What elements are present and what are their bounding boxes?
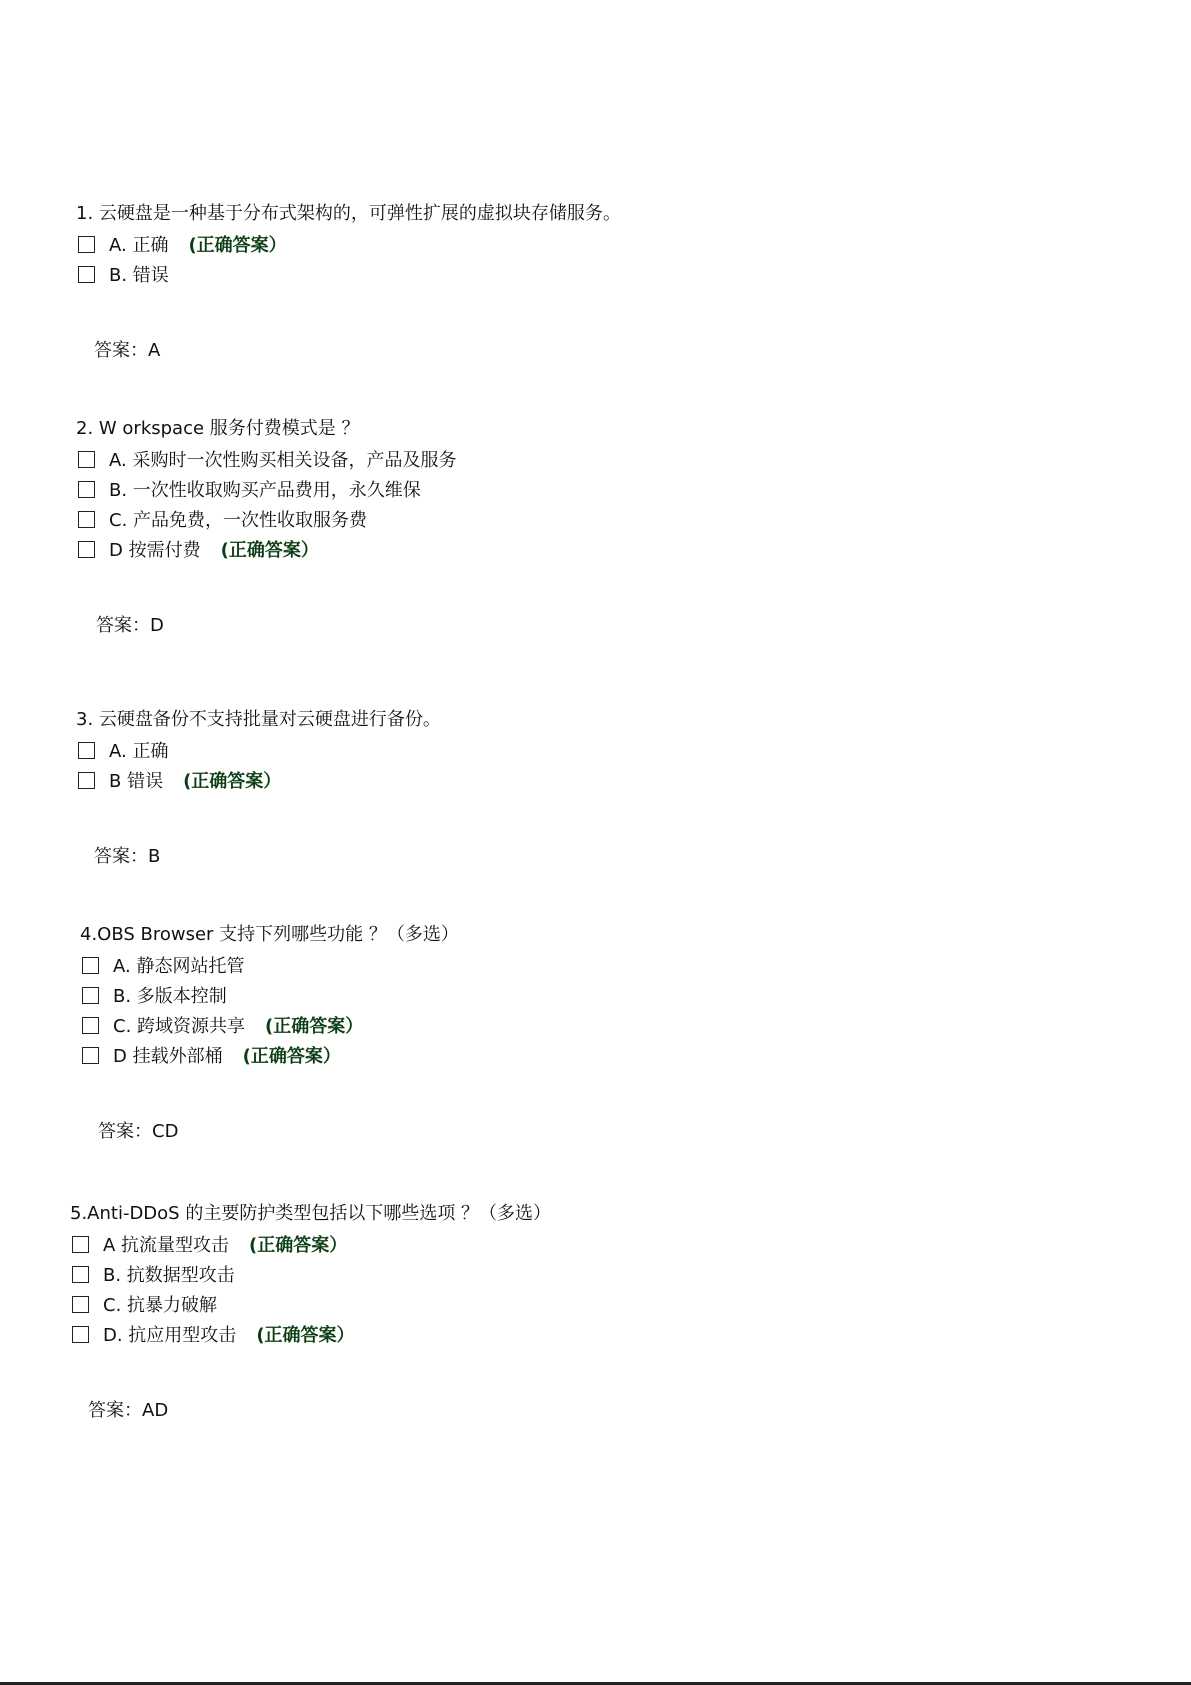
answer-prefix: 答案： (98, 1121, 152, 1142)
checkbox[interactable] (78, 541, 95, 558)
checkbox[interactable] (72, 1326, 89, 1343)
correct-answer-marker: (正确答案） (242, 1046, 341, 1067)
checkbox[interactable] (78, 511, 95, 528)
option-label: A. 采购时一次性购买相关设备，产品及服务 (109, 450, 457, 471)
option-a[interactable] (76, 735, 441, 765)
option-a[interactable] (70, 1229, 551, 1259)
option-label: B 错误 (109, 771, 164, 792)
option-b[interactable] (76, 474, 456, 504)
option-label: A. 正确 (109, 235, 169, 256)
checkbox[interactable] (78, 481, 95, 498)
answer-line (96, 612, 456, 640)
option-b[interactable] (76, 765, 441, 795)
option-d[interactable] (80, 1040, 459, 1070)
correct-answer-marker: (正确答案） (249, 1235, 348, 1256)
answer-line (98, 1118, 459, 1146)
question-title: 3. 云硬盘备份不支持批量对云硬盘进行备份。 (76, 709, 441, 730)
question-title: 1. 云硬盘是一种基于分布式架构的，可弹性扩展的虚拟块存储服务。 (76, 203, 621, 224)
answer-value: A (148, 340, 161, 361)
question-3 (76, 705, 441, 871)
checkbox[interactable] (82, 957, 99, 974)
correct-answer-marker: (正确答案） (256, 1325, 355, 1346)
option-c[interactable] (80, 1010, 459, 1040)
option-a[interactable] (80, 950, 459, 980)
checkbox[interactable] (78, 451, 95, 468)
checkbox[interactable] (78, 236, 95, 253)
option-a[interactable] (76, 444, 456, 474)
option-b[interactable] (76, 259, 621, 289)
checkbox[interactable] (82, 1017, 99, 1034)
question-2 (76, 414, 456, 640)
option-label: B. 多版本控制 (113, 986, 227, 1007)
correct-answer-marker: (正确答案） (265, 1016, 364, 1037)
question-title: 4.OBS Browser 支持下列哪些功能 ？（多选） (80, 924, 459, 945)
option-label: B. 抗数据型攻击 (103, 1265, 235, 1286)
checkbox[interactable] (72, 1266, 89, 1283)
question-1 (76, 199, 621, 365)
checkbox[interactable] (72, 1296, 89, 1313)
answer-prefix: 答案： (94, 846, 148, 867)
option-c[interactable] (70, 1289, 551, 1319)
checkbox[interactable] (78, 772, 95, 789)
option-label: A. 静态网站托管 (113, 956, 245, 977)
checkbox[interactable] (78, 266, 95, 283)
option-label: C. 产品免费，一次性收取服务费 (109, 510, 368, 531)
option-label: B. 错误 (109, 265, 169, 286)
option-label: B. 一次性收取购买产品费用，永久维保 (109, 480, 421, 501)
option-label: A 抗流量型攻击 (103, 1235, 230, 1256)
checkbox[interactable] (82, 987, 99, 1004)
option-b[interactable] (80, 980, 459, 1010)
answer-value: CD (152, 1121, 179, 1142)
answer-line (94, 843, 441, 871)
correct-answer-marker: (正确答案） (183, 771, 282, 792)
checkbox[interactable] (82, 1047, 99, 1064)
option-label: D 按需付费 (109, 540, 201, 561)
checkbox[interactable] (72, 1236, 89, 1253)
answer-value: D (150, 615, 164, 636)
answer-prefix: 答案： (94, 340, 148, 361)
option-c[interactable] (76, 504, 456, 534)
question-4 (80, 920, 459, 1146)
option-d[interactable] (70, 1319, 551, 1349)
question-title: 5.Anti-DDoS 的主要防护类型包括以下哪些选项 ？（多选） (70, 1203, 552, 1224)
option-label: D. 抗应用型攻击 (103, 1325, 237, 1346)
answer-prefix: 答案： (88, 1400, 142, 1421)
answer-value: B (148, 846, 161, 867)
option-label: C. 抗暴力破解 (103, 1295, 218, 1316)
option-d[interactable] (76, 534, 456, 564)
correct-answer-marker: (正确答案） (188, 235, 287, 256)
option-b[interactable] (70, 1259, 551, 1289)
answer-value: AD (142, 1400, 169, 1421)
checkbox[interactable] (78, 742, 95, 759)
question-title: 2. W orkspace 服务付费模式是 ？ (76, 418, 360, 439)
question-5 (70, 1199, 551, 1425)
option-label: C. 跨域资源共享 (113, 1016, 246, 1037)
option-label: D 挂载外部桶 (113, 1046, 223, 1067)
option-label: A. 正确 (109, 741, 169, 762)
answer-line (94, 337, 621, 365)
option-a[interactable] (76, 229, 621, 259)
answer-prefix: 答案： (96, 615, 150, 636)
correct-answer-marker: (正确答案） (220, 540, 319, 561)
answer-line (88, 1397, 551, 1425)
